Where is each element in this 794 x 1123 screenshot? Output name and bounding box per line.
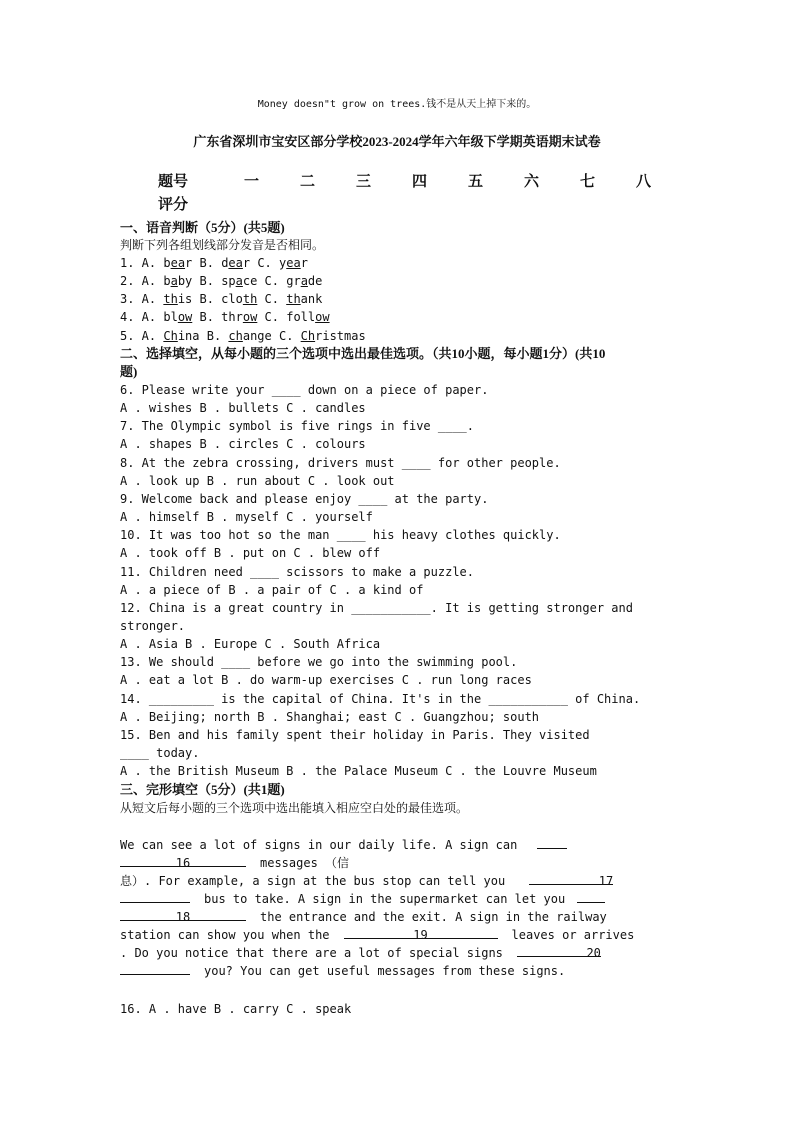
question-text: ____ today.: [120, 746, 200, 760]
score-row-label: 题号: [158, 174, 189, 190]
answer-options: A . Beijing; north B . Shanghai; east C . Guangzhou; south: [120, 709, 540, 724]
answer-options: A . took off B . put on C . blew off: [120, 546, 381, 561]
score-col-1: 一: [244, 174, 260, 190]
question-text: 10. It was too hot so the man ____ his heavy clothes quickly.: [120, 528, 561, 543]
phonics-item: [120, 290, 322, 308]
blank-17-cont: [120, 890, 190, 903]
question-text: 11. Children need ____ scissors to make a puzzle.: [120, 564, 475, 579]
option-letter: B.: [192, 274, 222, 288]
passage-line-7: [120, 944, 601, 962]
passage-text: you? You can get useful messages from these signs.: [204, 964, 566, 978]
option-letter: C.: [257, 292, 287, 306]
question-text: 9. Welcome back and please enjoy ____ at the party.: [120, 491, 489, 506]
blank-18-head: [577, 890, 605, 903]
passage-line-6: [120, 926, 634, 944]
answer-options: A . shapes B . circles C . colours: [120, 437, 366, 452]
answer-options: A . the British Museum B . the Palace Museum C . the Louvre Museum: [120, 764, 597, 779]
item-number: 3. A.: [120, 292, 164, 306]
section2-heading: 二、选择填空，从每小题的三个选项中选出最佳选项。（共10小题，每小题1分）(共10: [120, 346, 606, 361]
option-word: grade: [286, 274, 323, 288]
option-letter: B.: [192, 310, 222, 324]
question-text: 13. We should ____ before we go into the swimming pool.: [120, 655, 518, 670]
section2-heading-cont: 题): [120, 364, 138, 379]
section1-heading: 一、语音判断（5分）(共5题): [120, 220, 285, 235]
item-number: 2. A.: [120, 274, 164, 288]
question-text: 7. The Olympic symbol is five rings in five ____.: [120, 419, 475, 434]
passage-text: . Do you notice that there are a lot of special signs: [120, 946, 503, 960]
answer-options: A . a piece of B . a pair of C . a kind of: [120, 582, 424, 597]
option-word: China: [163, 329, 200, 343]
phonics-item: [120, 308, 330, 326]
question-text: 12. China is a great country in ___________. It is getting stronger and: [120, 600, 633, 615]
score-col-3: 三: [356, 174, 372, 190]
section1-instruction: 判断下列各组划线部分发音是否相同。: [120, 238, 325, 252]
blank-16-tail: [537, 836, 567, 849]
option-word: blow: [163, 310, 193, 324]
question-16-options: 16. A . have B . carry C . speak: [120, 1002, 352, 1016]
passage-line-3: [120, 872, 613, 890]
blank-20[interactable]: 20: [517, 944, 601, 957]
passage-text: bus to take. A sign in the supermarket can let you: [204, 892, 566, 906]
question-text: 15. Ben and his family spent their holiday in Paris. They visited: [120, 727, 590, 742]
option-letter: C.: [250, 256, 280, 270]
passage-text: station can show you when the: [120, 928, 330, 942]
passage-line-2: [120, 854, 349, 872]
score-col-8: 八: [636, 174, 652, 190]
score-col-6: 六: [524, 174, 540, 190]
question-text: 8. At the zebra crossing, drivers must ____ for other people.: [120, 455, 561, 470]
option-word: year: [279, 256, 308, 270]
score-col-4: 四: [412, 174, 428, 190]
passage-line-8: [120, 962, 565, 980]
passage-line-4: [120, 890, 605, 908]
score-col-2: 二: [300, 174, 316, 190]
option-word: baby: [163, 274, 193, 288]
score-col-5: 五: [468, 174, 484, 190]
passage-text: the entrance and the exit. A sign in the railway: [260, 910, 607, 924]
option-letter: C.: [257, 274, 287, 288]
exam-title: 广东省深圳市宝安区部分学校2023-2024学年六年级下学期英语期末试卷: [193, 134, 601, 149]
option-word: follow: [286, 310, 330, 324]
item-number: 4. A.: [120, 310, 164, 324]
option-word: cloth: [221, 292, 258, 306]
answer-options: A . wishes B . bullets C . candles: [120, 401, 366, 416]
option-word: throw: [221, 310, 258, 324]
option-letter: C.: [271, 329, 301, 343]
question-text: 14. _________ is the capital of China. It's in the ___________ of China.: [120, 691, 641, 706]
phonics-item: [120, 327, 366, 345]
header-note: Money doesn"t grow on trees.钱不是从天上掉下来的。: [257, 99, 537, 110]
blank-20-cont: [120, 962, 190, 975]
option-word: Christmas: [300, 329, 366, 343]
blank-19[interactable]: 19: [344, 926, 498, 939]
option-word: thank: [286, 292, 323, 306]
option-letter: B.: [199, 329, 229, 343]
option-word: this: [163, 292, 193, 306]
question-text: stronger.: [120, 618, 186, 633]
blank-18[interactable]: 18: [120, 908, 246, 921]
option-letter: C.: [257, 310, 287, 324]
blank-16[interactable]: 16: [120, 854, 246, 867]
item-number: 5. A.: [120, 329, 164, 343]
passage-text: We can see a lot of signs in our daily life. A sign can: [120, 838, 518, 852]
option-letter: B.: [192, 292, 222, 306]
passage-text: 息）. For example, a sign at the bus stop can tell you: [120, 874, 506, 888]
answer-options: A . himself B . myself C . yourself: [120, 510, 373, 525]
option-word: space: [221, 274, 258, 288]
section3-heading: 三、完形填空（5分）(共1题): [120, 782, 285, 797]
phonics-item: [120, 254, 308, 272]
passage-text: messages （信: [260, 856, 350, 870]
option-word: dear: [221, 256, 251, 270]
blank-17[interactable]: 17: [529, 872, 613, 885]
question-text: 6. Please write your ____ down on a piece of paper.: [120, 383, 489, 397]
phonics-item: [120, 272, 322, 290]
score-row2-label: 评分: [158, 197, 189, 213]
answer-options: A . Asia B . Europe C . South Africa: [120, 637, 381, 652]
passage-line-5: [120, 908, 607, 926]
option-word: change: [228, 329, 272, 343]
score-col-7: 七: [580, 174, 596, 190]
item-number: 1. A.: [120, 256, 164, 270]
passage-text: leaves or arrives: [511, 928, 635, 942]
option-word: bear: [163, 256, 193, 270]
answer-options: A . eat a lot B . do warm-up exercises C . run long races: [120, 673, 532, 688]
option-letter: B.: [192, 256, 222, 270]
section3-instruction: 从短文后每小题的三个选项中选出能填入相应空白处的最佳选项。: [120, 801, 469, 815]
answer-options: A . look up B . run about C . look out: [120, 473, 395, 488]
passage-line-1: [120, 836, 567, 854]
